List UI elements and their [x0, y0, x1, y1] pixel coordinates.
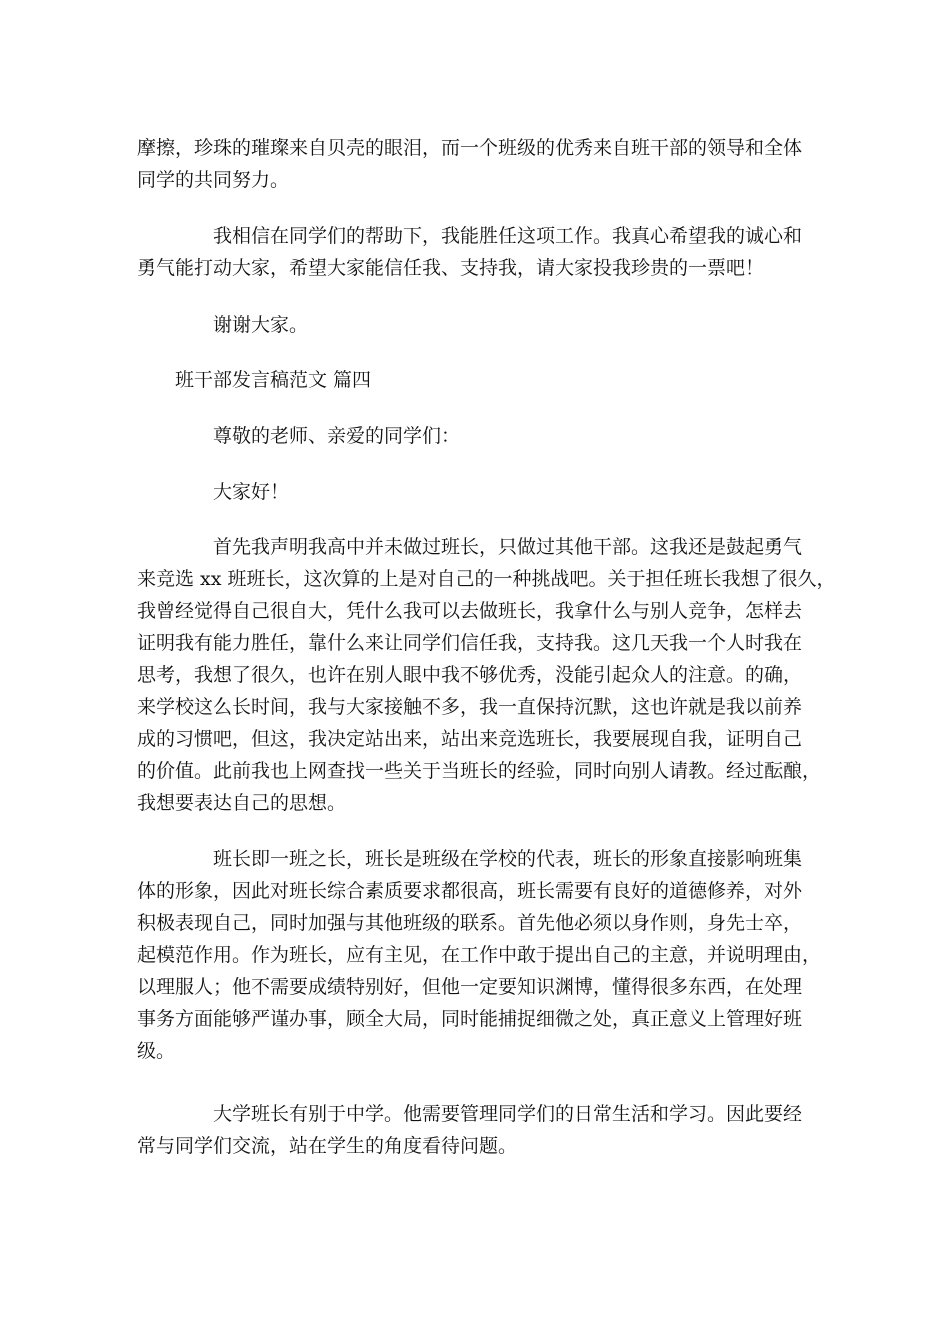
text-line: 我想要表达自己的思想。 [137, 792, 347, 814]
paragraph-1 [137, 132, 827, 196]
text-line: 积极表现自己，同时加强与其他班级的联系。首先他必须以身作则，身先士卒， [137, 912, 803, 934]
paragraph-6 [137, 1098, 827, 1162]
text-line: 大学班长有别于中学。他需要管理同学们的日常生活和学习。因此要经 [213, 1103, 803, 1125]
text-line: 大家好！ [213, 481, 290, 503]
paragraph-3 [137, 309, 827, 341]
text-line: 谢谢大家。 [213, 314, 309, 336]
text-line: 级。 [137, 1040, 176, 1062]
text-line: 我相信在同学们的帮助下，我能胜任这项工作。我真心希望我的诚心和 [213, 225, 803, 247]
text-line: 思考，我想了很久，也许在别人眼中我不够优秀，没能引起众人的注意。的确， [137, 664, 803, 686]
text-line: 事务方面能够严谨办事，顾全大局，同时能捕捉细微之处，真正意义上管理好班 [137, 1008, 803, 1030]
paragraph-5 [137, 843, 827, 1067]
text-line: 起模范作用。作为班长，应有主见，在工作中敢于提出自己的主意，并说明理由， [137, 944, 822, 966]
text-line: 以理服人；他不需要成绩特别好，但他一定要知识渊博，懂得很多东西，在处理 [137, 976, 803, 998]
text-line: 来竞选 xx 班班长，这次算的上是对自己的一种挑战吧。关于担任班长我想了很久， [137, 568, 836, 590]
text-line: 成的习惯吧，但这，我决定站出来，站出来竞选班长，我要展现自我，证明自己 [137, 728, 803, 750]
paragraph-2 [137, 220, 827, 284]
greeting [137, 476, 827, 508]
text-line: 摩擦，珍珠的璀璨来自贝壳的眼泪，而一个班级的优秀来自班干部的领导和全体 [137, 137, 803, 159]
text-line: 体的形象，因此对班长综合素质要求都很高，班长需要有良好的道德修养，对外 [137, 880, 803, 902]
text-line: 证明我有能力胜任，靠什么来让同学们信任我，支持我。这几天我一个人时我在 [137, 632, 803, 654]
text-line: 尊敬的老师、亲爱的同学们： [213, 425, 461, 447]
text-line: 同学的共同努力。 [137, 169, 290, 191]
text-line: 勇气能打动大家，希望大家能信任我、支持我，请大家投我珍贵的一票吧！ [137, 257, 765, 279]
salutation [137, 420, 827, 452]
text-line: 班长即一班之长，班长是班级在学校的代表，班长的形象直接影响班集 [213, 848, 803, 870]
text-line: 来学校这么长时间，我与大家接触不多，我一直保持沉默，这也许就是我以前养 [137, 696, 803, 718]
text-line: 我曾经觉得自己很自大，凭什么我可以去做班长，我拿什么与别人竞争，怎样去 [137, 600, 803, 622]
section-heading: 班干部发言稿范文 篇四 [175, 369, 372, 391]
paragraph-4 [137, 531, 836, 819]
text-line: 首先我声明我高中并未做过班长，只做过其他干部。这我还是鼓起勇气 [213, 536, 803, 558]
text-line: 的价值。此前我也上网查找一些关于当班长的经验，同时向别人请教。经过酝酿， [137, 760, 822, 782]
text-line: 常与同学们交流，站在学生的角度看待问题。 [137, 1135, 518, 1157]
